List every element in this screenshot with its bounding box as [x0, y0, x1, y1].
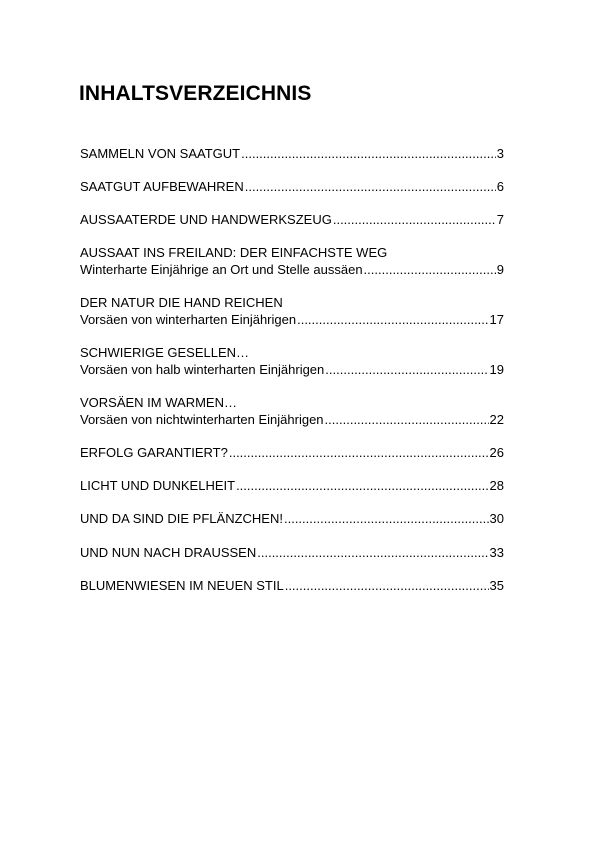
toc-page-number: 28	[489, 478, 504, 493]
toc-heading: DER NATUR DIE HAND REICHEN	[80, 295, 283, 310]
toc-heading: AUSSAAT INS FREILAND: DER EINFACHSTE WEG	[80, 245, 388, 260]
toc-page-number: 33	[489, 545, 504, 560]
toc-subtitle: Vorsäen von nichtwinterharten Einjährigen	[80, 412, 324, 427]
toc-line	[80, 394, 504, 411]
toc-page-number: 17	[489, 312, 504, 327]
toc-heading: AUSSAATERDE UND HANDWERKSZEUG	[80, 212, 332, 227]
toc-leader-dots	[245, 178, 496, 195]
toc-entry[interactable]	[80, 344, 504, 378]
toc-page-number: 19	[489, 362, 504, 377]
toc-entry[interactable]	[80, 178, 504, 195]
toc-page-number: 3	[496, 146, 504, 161]
toc-entry[interactable]	[80, 544, 504, 561]
toc-entry[interactable]	[80, 244, 504, 278]
toc-heading: UND NUN NACH DRAUSSEN	[80, 545, 257, 560]
toc-heading: ERFOLG GARANTIERT?	[80, 445, 228, 460]
toc-line	[80, 294, 504, 311]
toc-leader-dots	[364, 261, 496, 278]
toc-entry[interactable]	[80, 145, 504, 162]
toc-page-number: 22	[489, 412, 504, 427]
toc-line	[80, 411, 504, 428]
toc-line	[80, 510, 504, 527]
toc-subtitle: Vorsäen von winterharten Einjährigen	[80, 312, 297, 327]
toc-heading: VORSÄEN IM WARMEN…	[80, 395, 237, 410]
toc-leader-dots	[229, 444, 489, 461]
page-title: INHALTSVERZEICHNIS	[79, 82, 312, 105]
toc-entry[interactable]	[80, 444, 504, 461]
toc-page-number: 6	[496, 179, 504, 194]
toc-heading: SCHWIERIGE GESELLEN…	[80, 345, 250, 360]
toc-page-number: 26	[489, 445, 504, 460]
toc-entry[interactable]	[80, 294, 504, 328]
toc-leader-dots	[241, 145, 496, 162]
toc-heading: LICHT UND DUNKELHEIT	[80, 478, 236, 493]
toc-leader-dots	[257, 544, 488, 561]
toc-entry[interactable]	[80, 394, 504, 428]
toc-line	[80, 344, 504, 361]
toc-line	[80, 361, 504, 378]
toc-entry[interactable]	[80, 211, 504, 228]
toc-leader-dots	[285, 577, 489, 594]
toc-leader-dots	[325, 361, 488, 378]
toc-leader-dots	[236, 477, 488, 494]
toc-line	[80, 211, 504, 228]
toc-leader-dots	[325, 411, 489, 428]
toc-heading: SAMMELN VON SAATGUT	[80, 146, 241, 161]
toc-heading: BLUMENWIESEN IM NEUEN STIL	[80, 578, 284, 593]
toc-page-number: 35	[489, 578, 504, 593]
toc-page-number: 7	[496, 212, 504, 227]
toc-leader-dots	[297, 311, 488, 328]
toc-line	[80, 577, 504, 594]
toc-heading: SAATGUT AUFBEWAHREN	[80, 179, 244, 194]
toc-entry[interactable]	[80, 577, 504, 594]
toc-line	[80, 544, 504, 561]
toc-line	[80, 145, 504, 162]
toc-line	[80, 261, 504, 278]
toc-line	[80, 477, 504, 494]
toc-entry[interactable]	[80, 510, 504, 527]
toc-line	[80, 311, 504, 328]
toc-heading: UND DA SIND DIE PFLÄNZCHEN!	[80, 511, 283, 526]
toc-leader-dots	[284, 510, 489, 527]
toc-line	[80, 178, 504, 195]
toc-subtitle: Vorsäen von halb winterharten Einjährigen	[80, 362, 325, 377]
toc-line	[80, 444, 504, 461]
toc-entry[interactable]	[80, 477, 504, 494]
toc-page-number: 9	[496, 262, 504, 277]
toc-page-number: 30	[489, 511, 504, 526]
toc-line	[80, 244, 504, 261]
toc-subtitle: Winterharte Einjährige an Ort und Stelle aussäen	[80, 262, 363, 277]
toc-leader-dots	[333, 211, 496, 228]
